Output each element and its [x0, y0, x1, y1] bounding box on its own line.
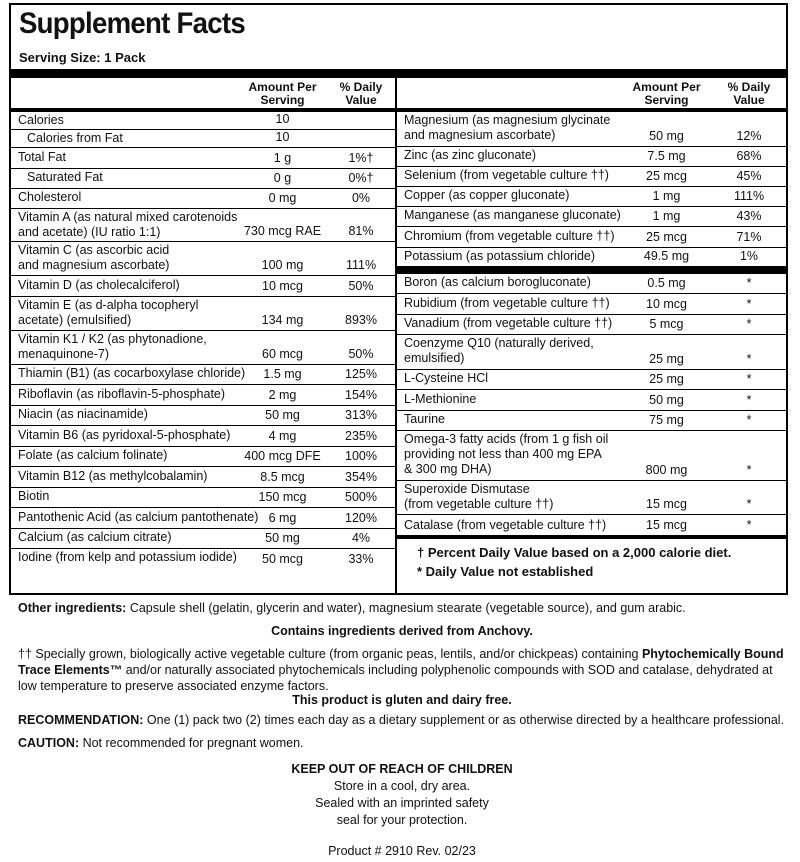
recommendation-label: RECOMMENDATION: — [18, 713, 144, 727]
right-column-header — [397, 78, 786, 112]
nutrient-daily-value: * — [746, 297, 752, 311]
caution — [18, 735, 786, 751]
nutrient-name: Zinc (as zinc gluconate) — [404, 148, 537, 162]
nutrient-daily-value: 500% — [345, 490, 377, 504]
nutrient-row — [11, 242, 395, 276]
amount-header: Amount Per Serving — [248, 80, 317, 107]
product-code: Product # 2910 Rev. 02/23 — [328, 844, 476, 858]
nutrient-row — [397, 315, 786, 335]
nutrient-row — [11, 130, 395, 148]
nutrient-amount: 8.5 mcg — [260, 470, 305, 484]
nutrient-row — [11, 529, 395, 549]
supplement-facts-panel — [9, 3, 788, 595]
panel-title: Supplement Facts — [19, 7, 245, 40]
nutrient-amount: 730 mcg RAE — [243, 224, 322, 238]
nutrient-amount: 25 mg — [649, 372, 684, 386]
nutrient-amount: 10 — [275, 112, 290, 126]
nutrient-daily-value: 12% — [736, 129, 762, 143]
nutrient-row — [397, 390, 786, 411]
nutrient-row — [11, 447, 395, 467]
nutrient-row — [397, 227, 786, 248]
nutrient-daily-value: 125% — [345, 367, 377, 381]
nutrient-amount: 50 mcg — [262, 552, 303, 566]
storage-instructions — [18, 778, 786, 829]
nutrient-row — [11, 148, 395, 169]
nutrient-amount: 25 mg — [649, 352, 684, 366]
nutrient-daily-value: 111% — [733, 189, 765, 203]
nutrient-name: Vitamin B12 (as methylcobalamin) — [18, 468, 208, 483]
nutrient-amount: 50 mg — [265, 531, 300, 545]
nutrient-name: Total Fat — [18, 149, 66, 164]
nutrient-row — [397, 411, 786, 431]
nutrient-daily-value: 313% — [345, 408, 377, 422]
other-ingredients-label: Other ingredients: — [18, 601, 127, 615]
nutrient-amount: 60 mcg — [262, 347, 303, 361]
culture-note — [18, 646, 786, 694]
nutrient-row — [11, 426, 395, 447]
footnote-not-established: * Daily Value not established — [417, 564, 594, 579]
nutrient-row — [11, 189, 395, 209]
nutrient-daily-value: 354% — [345, 470, 377, 484]
nutrient-daily-value: * — [746, 463, 752, 477]
nutrient-daily-value: 50% — [348, 279, 374, 293]
nutrient-name: Taurine — [404, 412, 445, 426]
nutrient-name: Manganese (as manganese gluconate) — [404, 208, 621, 222]
nutrient-amount: 6 mg — [268, 511, 297, 525]
nutrient-daily-value: 120% — [345, 511, 377, 525]
nutrient-amount: 134 mg — [261, 313, 304, 327]
nutrient-daily-value: 33% — [348, 552, 374, 566]
amount-header: Amount Per Serving — [632, 80, 701, 107]
nutrient-row — [397, 207, 786, 227]
nutrient-amount: 1.5 mg — [263, 367, 302, 381]
nutrient-amount: 10 — [275, 130, 290, 144]
nutrient-name: Calories from Fat — [27, 131, 123, 145]
nutrient-row — [11, 331, 395, 365]
storage-line: Sealed with an imprinted safety — [315, 796, 489, 810]
nutrient-name: Biotin — [18, 489, 50, 503]
nutrient-row — [397, 481, 786, 515]
nutrient-amount: 0 g — [273, 171, 292, 185]
nutrient-daily-value: 81% — [348, 224, 374, 238]
nutrient-amount: 50 mg — [649, 393, 684, 407]
nutrient-daily-value: 154% — [345, 388, 377, 402]
nutrient-daily-value: * — [746, 352, 752, 366]
nutrient-name: Riboflavin (as riboflavin-5-phosphate) — [18, 386, 226, 401]
nutrient-name: Vitamin D (as cholecalciferol) — [18, 277, 180, 292]
nutrient-name: Cholesterol — [18, 190, 82, 204]
nutrient-name: Boron (as calcium borogluconate) — [404, 275, 591, 289]
nutrient-row — [397, 167, 786, 187]
right-nutrient-column — [397, 78, 786, 581]
nutrient-row — [11, 406, 395, 426]
nutrient-row — [397, 370, 786, 390]
nutrient-name: L-Cysteine HCl — [404, 371, 489, 385]
culture-note-pre: †† Specially grown, biologically active vegetable culture (from organic peas, lentils, and/or chickpeas) containing — [18, 647, 642, 661]
nutrient-amount: 50 mg — [265, 408, 300, 422]
culture-note-post: and/or naturally associated phytochemicals including polyphenolic compounds with SOD and catalase, dehydrated at low temperature to preserve associated enzyme factors. — [18, 663, 773, 693]
nutrient-daily-value: 1%† — [348, 151, 374, 165]
nutrient-daily-value: * — [746, 497, 752, 511]
nutrient-name: Coenzyme Q10 (naturally derived, emulsified) — [404, 336, 594, 365]
left-nutrient-rows — [11, 112, 395, 569]
nutrient-amount: 150 mcg — [258, 490, 307, 504]
nutrient-daily-value: 0%† — [348, 171, 374, 185]
nutrient-row — [11, 549, 395, 569]
gluten-free-notice: This product is gluten and dairy free. — [292, 693, 512, 707]
left-column-header — [11, 78, 395, 112]
nutrient-daily-value: 1% — [739, 249, 759, 263]
nutrient-amount: 100 mg — [261, 258, 304, 272]
nutrient-name: Selenium (from vegetable culture ††) — [404, 168, 609, 182]
anchovy-notice: Contains ingredients derived from Anchovy. — [271, 624, 533, 638]
nutrient-name: L-Methionine — [404, 391, 477, 406]
nutrient-name: Saturated Fat — [27, 170, 103, 184]
nutrient-row — [11, 276, 395, 297]
nutrient-amount: 4 mg — [268, 429, 297, 443]
nutrient-name: Vanadium (from vegetable culture ††) — [404, 316, 613, 330]
nutrient-name: Copper (as copper gluconate) — [404, 188, 570, 202]
nutrient-daily-value: 0% — [351, 191, 371, 205]
nutrient-name: Thiamin (B1) (as cocarboxylase chloride) — [18, 366, 246, 380]
nutrient-name: Chromium (from vegetable culture ††) — [404, 228, 615, 243]
header-rule — [11, 69, 786, 78]
nutrient-daily-value: 893% — [345, 313, 377, 327]
nutrient-row — [11, 297, 395, 331]
nutrient-name: Catalase (from vegetable culture ††) — [404, 518, 607, 532]
nutrient-name: Calcium (as calcium citrate) — [18, 530, 172, 544]
left-nutrient-column — [11, 78, 395, 569]
culture-note-trademark: Phytochemically Bound Trace Elements™ — [18, 647, 784, 677]
nutrient-daily-value: * — [746, 372, 752, 386]
nutrient-row — [397, 187, 786, 207]
nutrient-daily-value: * — [746, 393, 752, 407]
nutrient-row — [397, 515, 786, 539]
nutrient-name: Niacin (as niacinamide) — [18, 407, 148, 421]
nutrient-daily-value: 68% — [736, 149, 762, 163]
right-nutrient-rows — [397, 112, 786, 539]
nutrient-amount: 49.5 mg — [643, 249, 690, 263]
recommendation — [18, 712, 786, 728]
nutrient-amount: 15 mcg — [646, 497, 687, 511]
nutrient-name: Folate (as calcium folinate) — [18, 448, 168, 462]
nutrient-name: Omega-3 fatty acids (from 1 g fish oil providing not less than 400 mg EPA & 300 mg DHA) — [404, 432, 609, 476]
nutrient-row — [397, 112, 786, 147]
nutrient-row — [11, 488, 395, 508]
storage-line: Store in a cool, dry area. — [333, 779, 471, 793]
nutrient-row — [397, 147, 786, 167]
nutrient-amount: 400 mcg DFE — [244, 449, 321, 463]
nutrient-name: Calories — [18, 113, 64, 127]
nutrient-row — [11, 385, 395, 406]
nutrient-daily-value: 50% — [348, 347, 374, 361]
nutrient-amount: 25 mcg — [646, 169, 687, 183]
nutrient-name: Superoxide Dismutase (from vegetable culture ††) — [404, 482, 554, 511]
nutrient-name: Vitamin K1 / K2 (as phytonadione, menaquinone-7) — [18, 332, 207, 361]
nutrient-amount: 0.5 mg — [647, 276, 686, 290]
nutrient-name: Iodine (from kelp and potassium iodide) — [18, 550, 237, 564]
nutrient-name: Vitamin E (as d-alpha tocopheryl acetate) (emulsified) — [18, 298, 199, 327]
nutrient-amount: 5 mcg — [649, 317, 684, 331]
nutrient-row — [11, 209, 395, 242]
nutrient-amount: 0 mg — [268, 191, 297, 205]
recommendation-text: One (1) pack two (2) times each day as a dietary supplement or as otherwise directed by a healthcare professional. — [143, 713, 785, 727]
nutrient-amount: 2 mg — [268, 388, 297, 402]
caution-label: CAUTION: — [18, 736, 80, 750]
nutrient-daily-value: * — [746, 276, 752, 290]
daily-value-header: % Daily Value — [727, 80, 771, 107]
nutrient-daily-value: * — [746, 413, 752, 427]
nutrient-daily-value: * — [746, 317, 752, 331]
nutrient-amount: 800 mg — [645, 463, 688, 477]
nutrient-row — [11, 365, 395, 385]
nutrient-name: Vitamin C (as ascorbic acid and magnesium ascorbate) — [18, 243, 170, 272]
nutrient-amount: 1 g — [273, 151, 292, 165]
nutrient-row — [11, 467, 395, 488]
nutrient-amount: 75 mg — [649, 413, 684, 427]
nutrient-amount: 50 mg — [649, 129, 684, 143]
nutrient-daily-value: * — [746, 518, 752, 532]
keep-out-warning: KEEP OUT OF REACH OF CHILDREN — [291, 762, 513, 776]
nutrient-name: Vitamin B6 (as pyridoxal-5-phosphate) — [18, 427, 231, 442]
nutrient-amount: 1 mg — [652, 209, 681, 223]
nutrient-daily-value: 43% — [736, 209, 762, 223]
nutrient-daily-value: 4% — [351, 531, 371, 545]
nutrient-row — [397, 248, 786, 274]
nutrient-row — [397, 294, 786, 315]
nutrient-amount: 10 mcg — [646, 297, 687, 311]
nutrient-amount: 7.5 mg — [647, 149, 686, 163]
nutrient-name: Potassium (as potassium chloride) — [404, 249, 596, 263]
caution-text: Not recommended for pregnant women. — [79, 736, 304, 750]
nutrient-row — [397, 431, 786, 481]
nutrient-name: Pantothenic Acid (as calcium pantothenate) — [18, 509, 259, 524]
nutrient-row — [397, 335, 786, 370]
nutrient-daily-value: 235% — [345, 429, 377, 443]
nutrient-amount: 1 mg — [652, 189, 681, 203]
storage-line: seal for your protection. — [336, 813, 468, 827]
serving-size: Serving Size: 1 Pack — [19, 50, 146, 65]
nutrient-row — [397, 274, 786, 294]
nutrient-daily-value: 45% — [736, 169, 762, 183]
nutrient-row — [11, 169, 395, 189]
nutrient-name: Magnesium (as magnesium glycinate and magnesium ascorbate) — [404, 113, 611, 142]
nutrient-name: Rubidium (from vegetable culture ††) — [404, 295, 610, 310]
footnote-percent: † Percent Daily Value based on a 2,000 calorie diet. — [417, 545, 732, 560]
daily-value-header: % Daily Value — [339, 80, 383, 107]
nutrient-row — [11, 508, 395, 529]
nutrient-amount: 25 mcg — [646, 230, 687, 244]
nutrient-daily-value: 100% — [345, 449, 377, 463]
nutrient-row — [11, 112, 395, 130]
nutrient-daily-value: 111% — [345, 258, 377, 272]
other-ingredients — [18, 600, 786, 616]
nutrient-amount: 15 mcg — [646, 518, 687, 532]
nutrient-amount: 10 mcg — [262, 279, 303, 293]
other-ingredients-text: Capsule shell (gelatin, glycerin and water), magnesium stearate (vegetable source), and gum arabic. — [126, 601, 686, 615]
nutrient-name: Vitamin A (as natural mixed carotenoids and acetate) (IU ratio 1:1) — [18, 210, 238, 239]
nutrient-daily-value: 71% — [736, 230, 762, 244]
